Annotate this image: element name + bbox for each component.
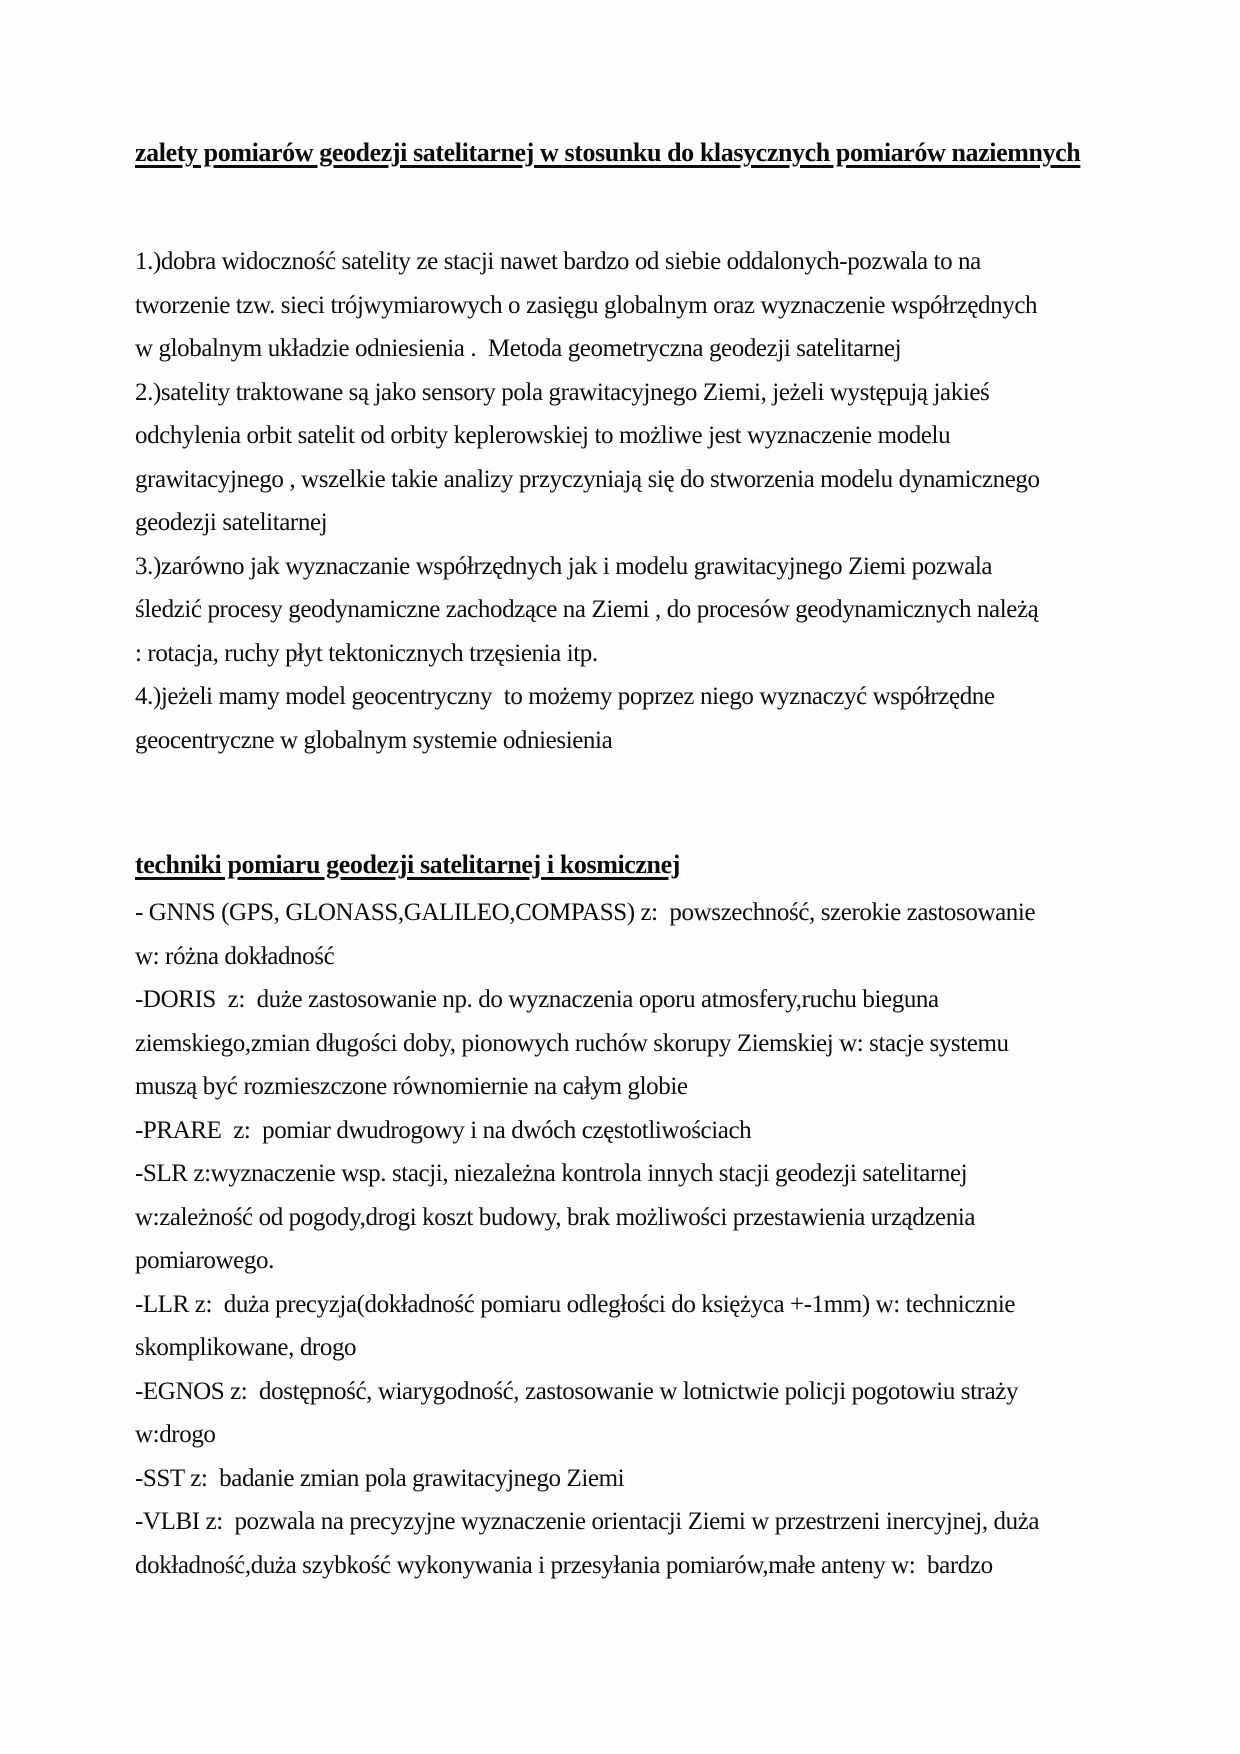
paragraph-line: -PRARE z: pomiar dwudrogowy i na dwóch częstotliwościach [135, 1116, 752, 1144]
advantages-paragraph [135, 240, 1040, 762]
paragraph-line: skomplikowane, drogo [135, 1334, 357, 1361]
paragraph-line: śledzić procesy geodynamiczne zachodzące na Ziemi , do procesów geodynamicznych należą [135, 596, 1039, 623]
paragraph-line: ziemskiego,zmian długości doby, pionowych ruchów skorupy Ziemskiej w: stacje systemu [135, 1029, 1009, 1057]
paragraph-line: - GNNS (GPS, GLONASS,GALILEO,COMPASS) z: powszechność, szerokie zastosowanie [135, 899, 1036, 926]
paragraph-line: -SST z: badanie zmian pola grawitacyjnego Ziemi [135, 1464, 625, 1492]
paragraph-line: odchylenia orbit satelit od orbity keplerowskiej to możliwe jest wyznaczenie modelu [135, 422, 951, 449]
paragraph-line: 3.)zarówno jak wyznaczanie współrzędnych jak i modelu grawitacyjnego Ziemi pozwala [135, 552, 993, 580]
paragraph-line: -VLBI z: pozwala na precyzyjne wyznaczenie orientacji Ziemi w przestrzeni inercyjnej, duża [135, 1508, 1040, 1535]
techniques-heading: techniki pomiaru geodezji satelitarnej i kosmicznej [135, 850, 681, 879]
paragraph-line: muszą być rozmieszczone równomiernie na całym globie [135, 1073, 688, 1100]
paragraph-line: tworzenie tzw. sieci trójwymiarowych o zasięgu globalnym oraz wyznaczenie współrzędnych [135, 291, 1038, 319]
paragraph-line: w:zależność od pogody,drogi koszt budowy, brak możliwości przestawienia urządzenia [135, 1203, 976, 1231]
techniques-paragraph [135, 891, 1039, 1587]
paragraph-line: w:drogo [135, 1421, 216, 1448]
paragraph-line: dokładność,duża szybkość wykonywania i przesyłania pomiarów,małe anteny w: bardzo [135, 1551, 993, 1579]
paragraph-line: geocentryczne w globalnym systemie odniesienia [135, 726, 613, 754]
paragraph-line: : rotacja, ruchy płyt tektonicznych trzęsienia itp. [135, 639, 598, 667]
paragraph-line: 1.)dobra widoczność satelity ze stacji nawet bardzo od siebie oddalonych-pozwala to na [135, 248, 981, 275]
paragraph-line: -EGNOS z: dostępność, wiarygodność, zastosowanie w lotnictwie policji pogotowiu straży [135, 1377, 1019, 1405]
paragraph-line: pomiarowego. [135, 1247, 274, 1274]
paragraph-line: grawitacyjnego , wszelkie takie analizy przyczyniają się do stworzenia modelu dynamicznego [135, 465, 1040, 493]
paragraph-line: w globalnym układzie odniesienia . Metoda geometryczna geodezji satelitarnej [135, 335, 902, 362]
paragraph-line: w: różna dokładność [135, 942, 335, 970]
paragraph-line: 4.)jeżeli mamy model geocentryczny to możemy poprzez niego wyznaczyć współrzędne [135, 683, 995, 710]
paragraph-line: -DORIS z: duże zastosowanie np. do wyznaczenia oporu atmosfery,ruchu bieguna [135, 986, 939, 1013]
paragraph-line: geodezji satelitarnej [135, 509, 328, 536]
paragraph-line: -LLR z: duża precyzja(dokładność pomiaru odległości do księżyca +-1mm) w: technicznie [135, 1290, 1016, 1318]
document-title: zalety pomiarów geodezji satelitarnej w stosunku do klasycznych pomiarów naziemnych [135, 138, 1081, 167]
paragraph-line: -SLR z:wyznaczenie wsp. stacji, niezależna kontrola innych stacji geodezji satelitarnej [135, 1160, 968, 1187]
paragraph-line: 2.)satelity traktowane są jako sensory pola grawitacyjnego Ziemi, jeżeli występują jakieś [135, 378, 990, 406]
